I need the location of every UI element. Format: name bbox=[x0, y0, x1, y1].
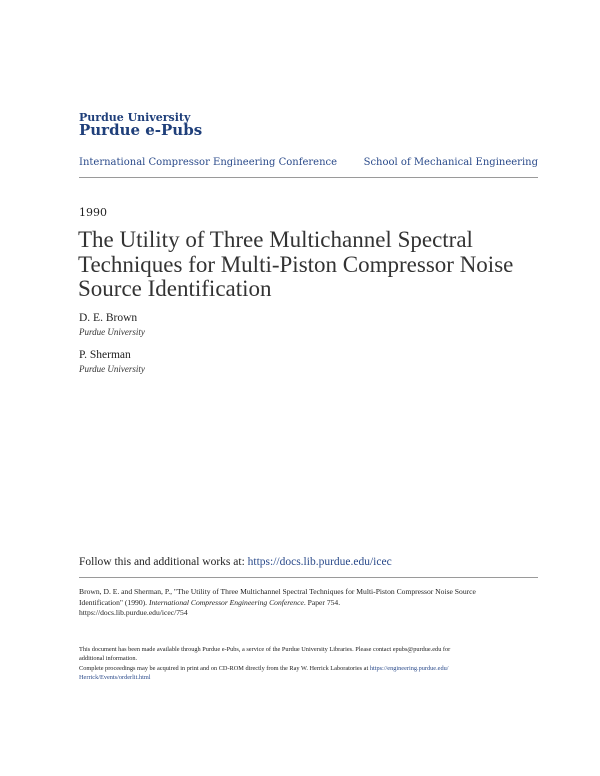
conference-name: International Compressor Engineering Conference bbox=[148, 597, 304, 607]
header-divider bbox=[79, 177, 538, 178]
paper-url[interactable]: https://docs.lib.purdue.edu/icec/754 bbox=[79, 608, 188, 617]
paper-title bbox=[78, 228, 548, 302]
recommended-citation bbox=[79, 587, 529, 619]
citation-line bbox=[79, 598, 529, 609]
follow-text: Follow this and additional works at: bbox=[79, 556, 248, 568]
title-line: Techniques for Multi-Piston Compressor Noise bbox=[78, 251, 514, 277]
notice-line: This document has been made available through Purdue e-Pubs, a service of the Purdue University Libraries. Please contact epubs@purdue.edu for bbox=[79, 646, 451, 653]
university-name: Purdue University bbox=[79, 111, 191, 124]
author-affiliation: Purdue University bbox=[79, 364, 145, 374]
title-line: Source Identification bbox=[78, 276, 272, 301]
herrick-link-continued[interactable]: Herrick/Events/orderlit.html bbox=[79, 673, 151, 681]
author-affiliation: Purdue University bbox=[79, 327, 145, 337]
citation-text: . Paper 754. bbox=[303, 597, 341, 607]
collection-link[interactable]: https://docs.lib.purdue.edu/icec bbox=[247, 556, 392, 568]
notice-line bbox=[79, 664, 529, 673]
citation-divider bbox=[79, 577, 538, 578]
notice-text: Complete proceedings may be acquired in print and on CD-ROM directly from the Ray W. Herrick Laboratories at bbox=[79, 664, 370, 672]
availability-notice bbox=[79, 645, 529, 682]
title-line: The Utility of Three Multichannel Spectral bbox=[78, 227, 473, 252]
author-name: P. Sherman bbox=[79, 349, 131, 361]
publication-year: 1990 bbox=[79, 206, 107, 219]
citation-text: Identification" (1990). bbox=[79, 597, 149, 607]
herrick-link[interactable]: https://engineering.purdue.edu/ bbox=[369, 664, 449, 672]
repository-name[interactable]: Purdue e-Pubs bbox=[79, 121, 203, 139]
author-name: D. E. Brown bbox=[79, 312, 138, 324]
follow-line bbox=[79, 556, 392, 568]
notice-line: additional information. bbox=[79, 655, 138, 663]
school-link[interactable]: School of Mechanical Engineering bbox=[363, 157, 538, 168]
conference-link[interactable]: International Compressor Engineering Conference bbox=[79, 157, 338, 168]
citation-line: Brown, D. E. and Sherman, P., "The Utility of Three Multichannel Spectral Techniques for Multi-Piston Compressor Noise Source bbox=[79, 587, 476, 596]
